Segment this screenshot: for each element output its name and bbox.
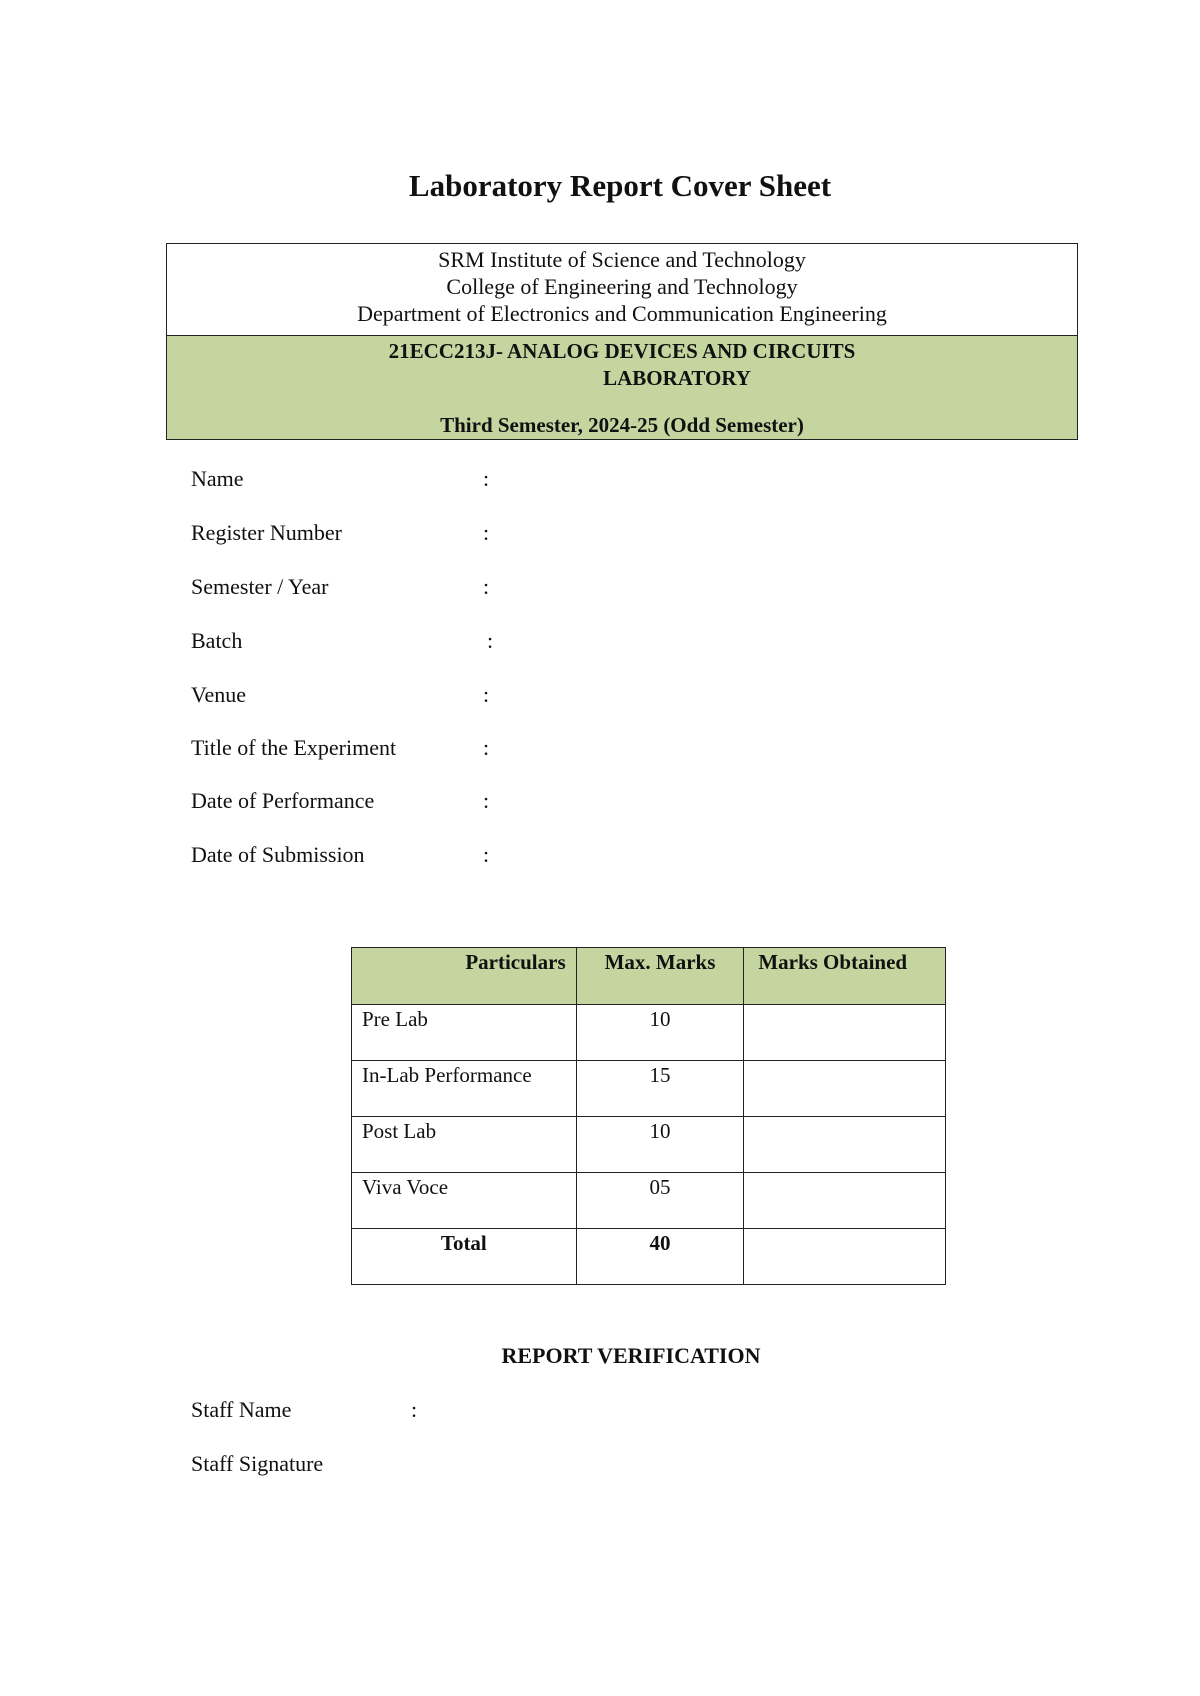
marks-obtained-cell [744,1117,946,1173]
field-separator: : [483,788,490,813]
total-label-cell: Total [352,1229,577,1285]
department-name: Department of Electronics and Communication Engineering [357,301,887,326]
marks-obtained-cell [744,1061,946,1117]
field-separator: : [483,682,490,707]
table-row [352,1005,946,1061]
field-separator: : [487,628,494,653]
institution-block [167,244,1077,336]
header-marks-obtained: Marks Obtained [744,948,946,1005]
particular-cell: Viva Voce [352,1173,577,1229]
field-label: Date of Submission [191,842,365,867]
field-separator: : [483,466,490,491]
field-separator: : [483,735,490,760]
course-code-title: 21ECC213J- ANALOG DEVICES AND CIRCUITS [388,339,856,363]
table-row [352,1173,946,1229]
marks-table-header-row [352,948,946,1005]
table-row [352,1061,946,1117]
staff-signature-label: Staff Signature [191,1451,324,1476]
staff-name-label: Staff Name [191,1397,292,1422]
particular-cell: Pre Lab [352,1005,577,1061]
semester-info: Third Semester, 2024-25 (Odd Semester) [440,413,804,437]
field-label: Batch [191,628,243,653]
max-marks-cell: 10 [576,1117,744,1173]
course-header-box [166,243,1078,440]
report-verification-heading: REPORT VERIFICATION [501,1343,761,1368]
course-block [167,336,1077,439]
total-max-cell: 40 [576,1229,744,1285]
marks-obtained-cell [744,1173,946,1229]
header-max-marks: Max. Marks [576,948,744,1005]
page-title: Laboratory Report Cover Sheet [408,168,832,203]
field-label: Name [191,466,244,491]
field-separator: : [483,574,490,599]
field-label: Register Number [191,520,342,545]
field-label: Venue [191,682,246,707]
total-obtained-cell [744,1229,946,1285]
particular-cell: Post Lab [352,1117,577,1173]
max-marks-cell: 05 [576,1173,744,1229]
particular-cell: In-Lab Performance [352,1061,577,1117]
college-name: College of Engineering and Technology [446,274,798,299]
table-row [352,1117,946,1173]
max-marks-cell: 10 [576,1005,744,1061]
field-separator: : [483,520,490,545]
institution-name: SRM Institute of Science and Technology [438,247,806,272]
staff-signature-row [191,1451,323,1477]
marks-obtained-cell [744,1005,946,1061]
staff-name-row [191,1397,418,1423]
staff-name-separator: : [411,1397,418,1422]
field-separator: : [483,842,490,867]
total-row [352,1229,946,1285]
field-label: Date of Performance [191,788,375,813]
course-title-continued: LABORATORY [603,366,751,390]
marks-table [351,947,946,1285]
field-label: Title of the Experiment [191,735,397,760]
field-label: Semester / Year [191,574,329,599]
header-particulars: Particulars [352,948,577,1005]
max-marks-cell: 15 [576,1061,744,1117]
